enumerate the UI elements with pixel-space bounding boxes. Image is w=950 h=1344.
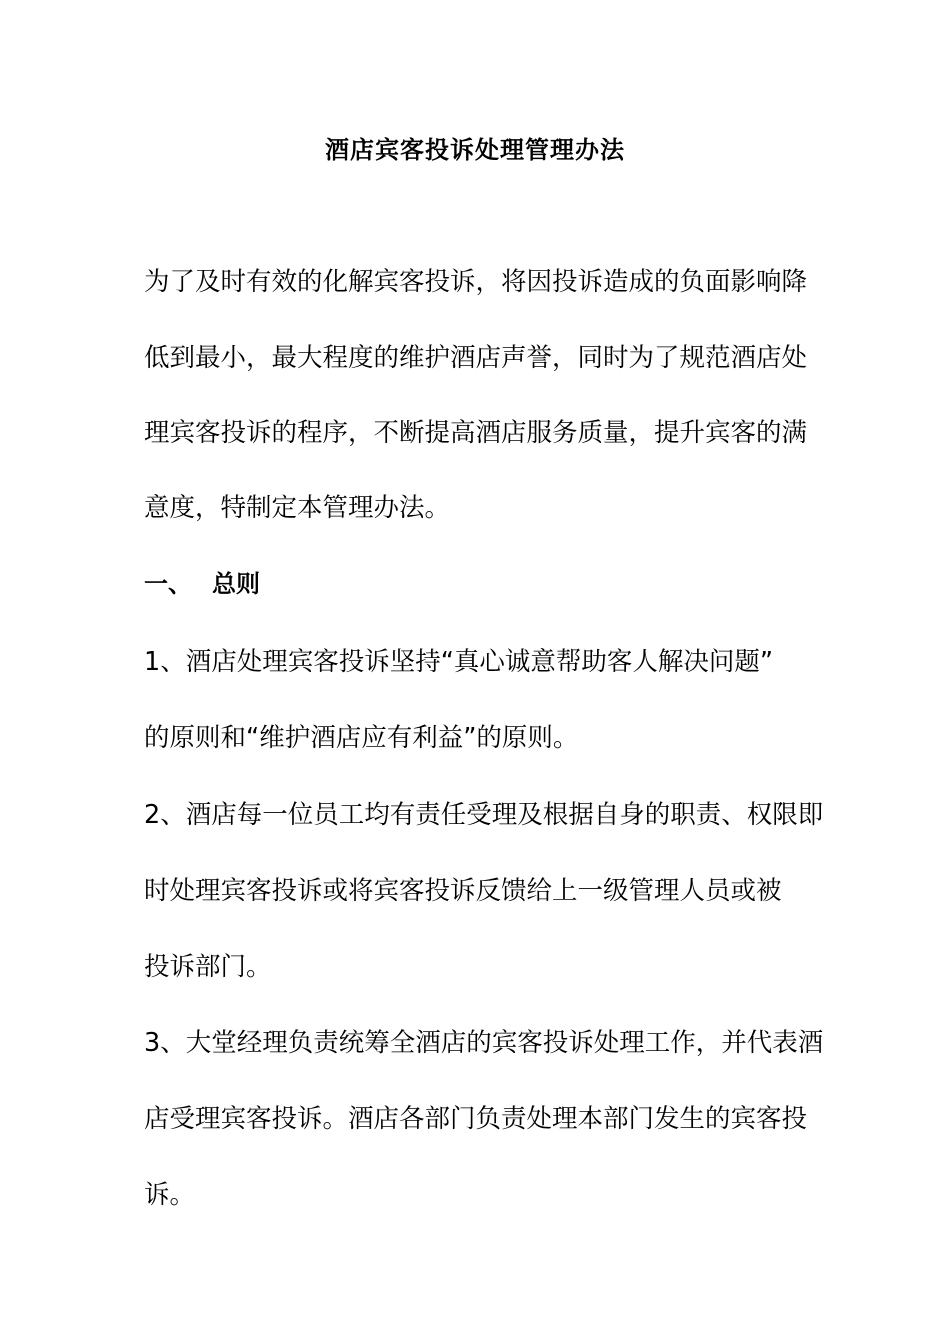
item3-line-1: 3、大堂经理负责统筹全酒店的宾客投诉处理工作，并代表酒: [144, 1028, 824, 1058]
item3-line-3: 诉。: [144, 1180, 196, 1210]
intro-line-3: 理宾客投诉的程序，不断提高酒店服务质量，提升宾客的满: [144, 418, 808, 448]
document-title: 酒店宾客投诉处理管理办法: [325, 136, 625, 164]
intro-line-4: 意度，特制定本管理办法。: [144, 493, 451, 523]
intro-line-2: 低到最小，最大程度的维护酒店声誉，同时为了规范酒店处: [144, 343, 808, 373]
section-title: 总则: [212, 570, 260, 598]
item1-line-2: 的原则和“维护酒店应有利益”的原则。: [144, 723, 579, 753]
section-number: 一、: [144, 570, 192, 598]
item1-line-1: 1、酒店处理宾客投诉坚持“真心诚意帮助客人解决问题”: [144, 647, 774, 677]
item2-line-1: 2、酒店每一位员工均有责任受理及根据自身的职责、权限即: [144, 800, 824, 830]
intro-line-1: 为了及时有效的化解宾客投诉，将因投诉造成的负面影响降: [144, 267, 808, 297]
section-heading: [144, 564, 260, 604]
item2-line-2: 时处理宾客投诉或将宾客投诉反馈给上一级管理人员或被: [144, 876, 782, 906]
item3-line-2: 店受理宾客投诉。酒店各部门负责处理本部门发生的宾客投: [144, 1104, 808, 1134]
item2-line-3: 投诉部门。: [144, 952, 272, 982]
